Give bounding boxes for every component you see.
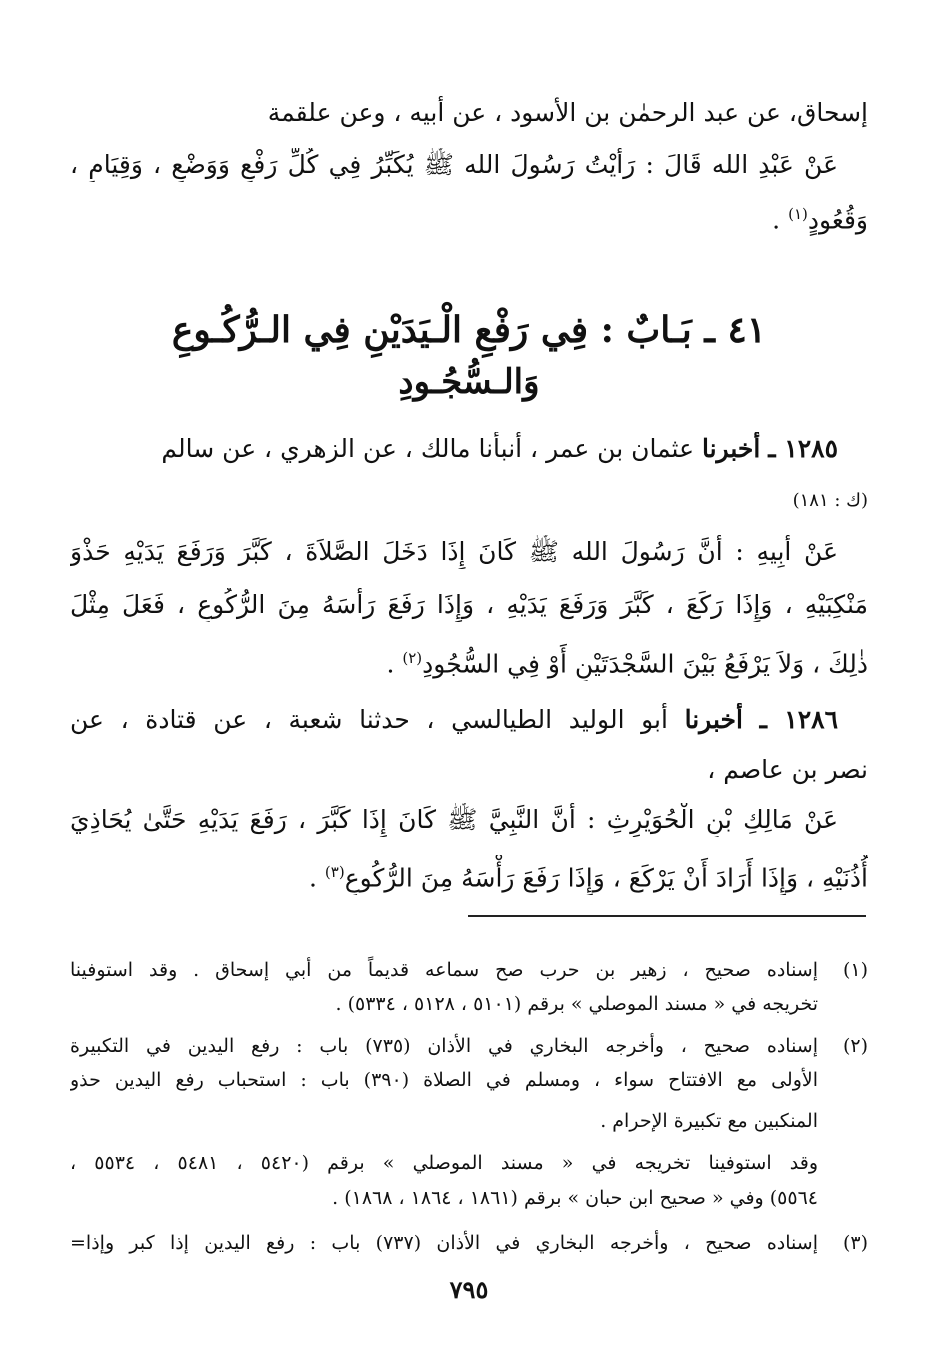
footnote-text: المنكبين مع تكبيرة الإحرام . [600, 1110, 818, 1132]
matn-text: عَنْ مَالِكِ بْنِ الْحُوَيْرِثِ : أَنَّ النَّبِيَّ ﷺ كَانَ إِذَا كَبَّرَ ، رَفَعَ يَدَيْهِ حَتَّىٰ يُحَاذِيَ [70, 805, 838, 834]
footnote-number: (٣) [842, 1232, 868, 1254]
page-number: ٧٩٥ [449, 1275, 489, 1304]
chain-text: أبو الوليد الطيالسي ، حدثنا شعبة ، عن قتادة ، عن [70, 705, 668, 734]
footnote-1-line-2 [70, 989, 868, 1019]
hadith-1286-chain-end [70, 753, 868, 787]
hadith-1286-matn-2 [70, 855, 868, 895]
chain-text: عثمان بن عمر ، أنبأنا مالك ، عن الزهري ، عن سالم [161, 434, 695, 463]
matn-text: وَقُعُودٍ [807, 205, 868, 235]
matn-text: أُذُنَيْهِ ، وَإِذَا أَرَادَ أَنْ يَرْكَعَ ، وَإِذَا رَفَعَ رَأْسَهُ مِنَ الرُّكُوعِ [344, 863, 868, 893]
kitab-reference-text: (ك : ١٨١) [792, 490, 868, 511]
hadith-1285-matn-2 [70, 588, 868, 622]
matn-text: مَنْكِبَيْهِ ، وَإِذَا رَكَعَ ، كَبَّرَ وَرَفَعَ يَدَيْهِ ، وَإِذَا رَفَعَ رَأْسَهُ مِنَ الرُّكُوعِ ، فَعَلَ مِثْلَ [70, 590, 868, 619]
hadith-1285-chain [70, 432, 838, 466]
footnote-text: وقد استوفينا تخريجه في « مسند الموصلي » برقم (٥٤٢٠ ، ٥٤٨١ ، ٥٥٣٤ ، [70, 1152, 819, 1174]
footnote-2-line-2 [70, 1065, 868, 1095]
chapter-title: ٤١ ـ بَـابٌ : فِي رَفْعِ الْـيَدَيْنِ فِي الـرُّكُـوعِ [171, 309, 767, 351]
period: . [772, 205, 789, 235]
chapter-subtitle: وَالـسُّجُـودِ [398, 362, 540, 402]
footnote-text: الأولى مع الافتتاح سواء ، ومسلم في الصلاة (٣٩٠) باب : استحباب رفع اليدين حذو [70, 1069, 818, 1091]
footnote-2-line-4 [70, 1148, 868, 1178]
footnote-ref: (٢) [402, 649, 423, 667]
akhbarana: أخبرنا [684, 705, 743, 734]
footnote-text: إسناده صحيح ، وأخرجه البخاري في الأذان (٧٣٥) باب : رفع اليدين في التكبيرة [70, 1035, 818, 1057]
matn-text: ذٰلِكَ ، وَلاَ يَرْفَعُ بَيْنَ السَّجْدَتَيْنِ أَوْ فِي السُّجُودِ [422, 649, 868, 679]
period: . [386, 649, 403, 679]
matn-line [70, 148, 838, 182]
period: . [309, 863, 325, 893]
footnote-2-line-5 [70, 1183, 868, 1213]
footnote-3-line-1 [70, 1228, 868, 1258]
hadith-number: ١٢٨٦ ـ [759, 705, 838, 734]
footnote-text: تخريجه في « مسند الموصلي » برقم (٥١٠١ ، ٥١٢٨ ، ٥٣٣٤) . [335, 993, 818, 1015]
footnote-2-line-1 [70, 1031, 868, 1061]
footnote-number: (١) [842, 959, 868, 981]
footnote-ref: (٣) [324, 863, 345, 881]
footnote-separator [468, 915, 866, 917]
hadith-1286-chain [70, 703, 838, 737]
footnote-1-line-1 [70, 955, 868, 985]
footnote-ref: (١) [788, 205, 808, 223]
chain-line [70, 96, 868, 130]
chain-text: إسحاق، عن عبد الرحمٰن بن الأسود ، عن أبيه ، وعن علقمة [267, 98, 868, 127]
chain-text: نصر بن عاصم ، [707, 755, 868, 784]
kitab-reference [70, 490, 868, 511]
footnote-2-line-3 [70, 1106, 868, 1136]
footnote-text: إسناده صحيح ، وأخرجه البخاري في الأذان (٧٣٧) باب : رفع اليدين إذا كبر وإذا= [70, 1232, 818, 1254]
matn-text: عَنْ أَبِيهِ : أَنَّ رَسُولَ الله ﷺ كَانَ إِذَا دَخَلَ الصَّلاَةَ ، كَبَّرَ وَرَفَعَ يَدَيْهِ حَذْوَ [70, 537, 838, 566]
matn-line-end [70, 197, 868, 237]
hadith-1285-matn-3 [70, 641, 868, 681]
footnote-text: إسناده صحيح ، زهير بن حرب صح سماعه قديماً من أبي إسحاق . وقد استوفينا [70, 959, 818, 981]
hadith-number: ١٢٨٥ ـ [768, 434, 838, 463]
akhbarana: أخبرنا [701, 434, 761, 463]
footnote-number: (٢) [842, 1035, 868, 1057]
matn-text: عَنْ عَبْدِ الله قَالَ : رَأَيْتُ رَسُولَ الله ﷺ يُكَبِّرُ فِي كُلِّ رَفْعٍ وَوَضْعٍ ، وَقِيَامٍ ، [70, 150, 838, 179]
hadith-1285-matn-1 [70, 535, 838, 569]
footnote-text: ٥٥٦٤) وفي « صحيح ابن حبان » برقم (١٨٦١ ، ١٨٦٤ ، ١٨٦٨) . [332, 1187, 818, 1209]
hadith-1286-matn-1 [70, 803, 838, 837]
